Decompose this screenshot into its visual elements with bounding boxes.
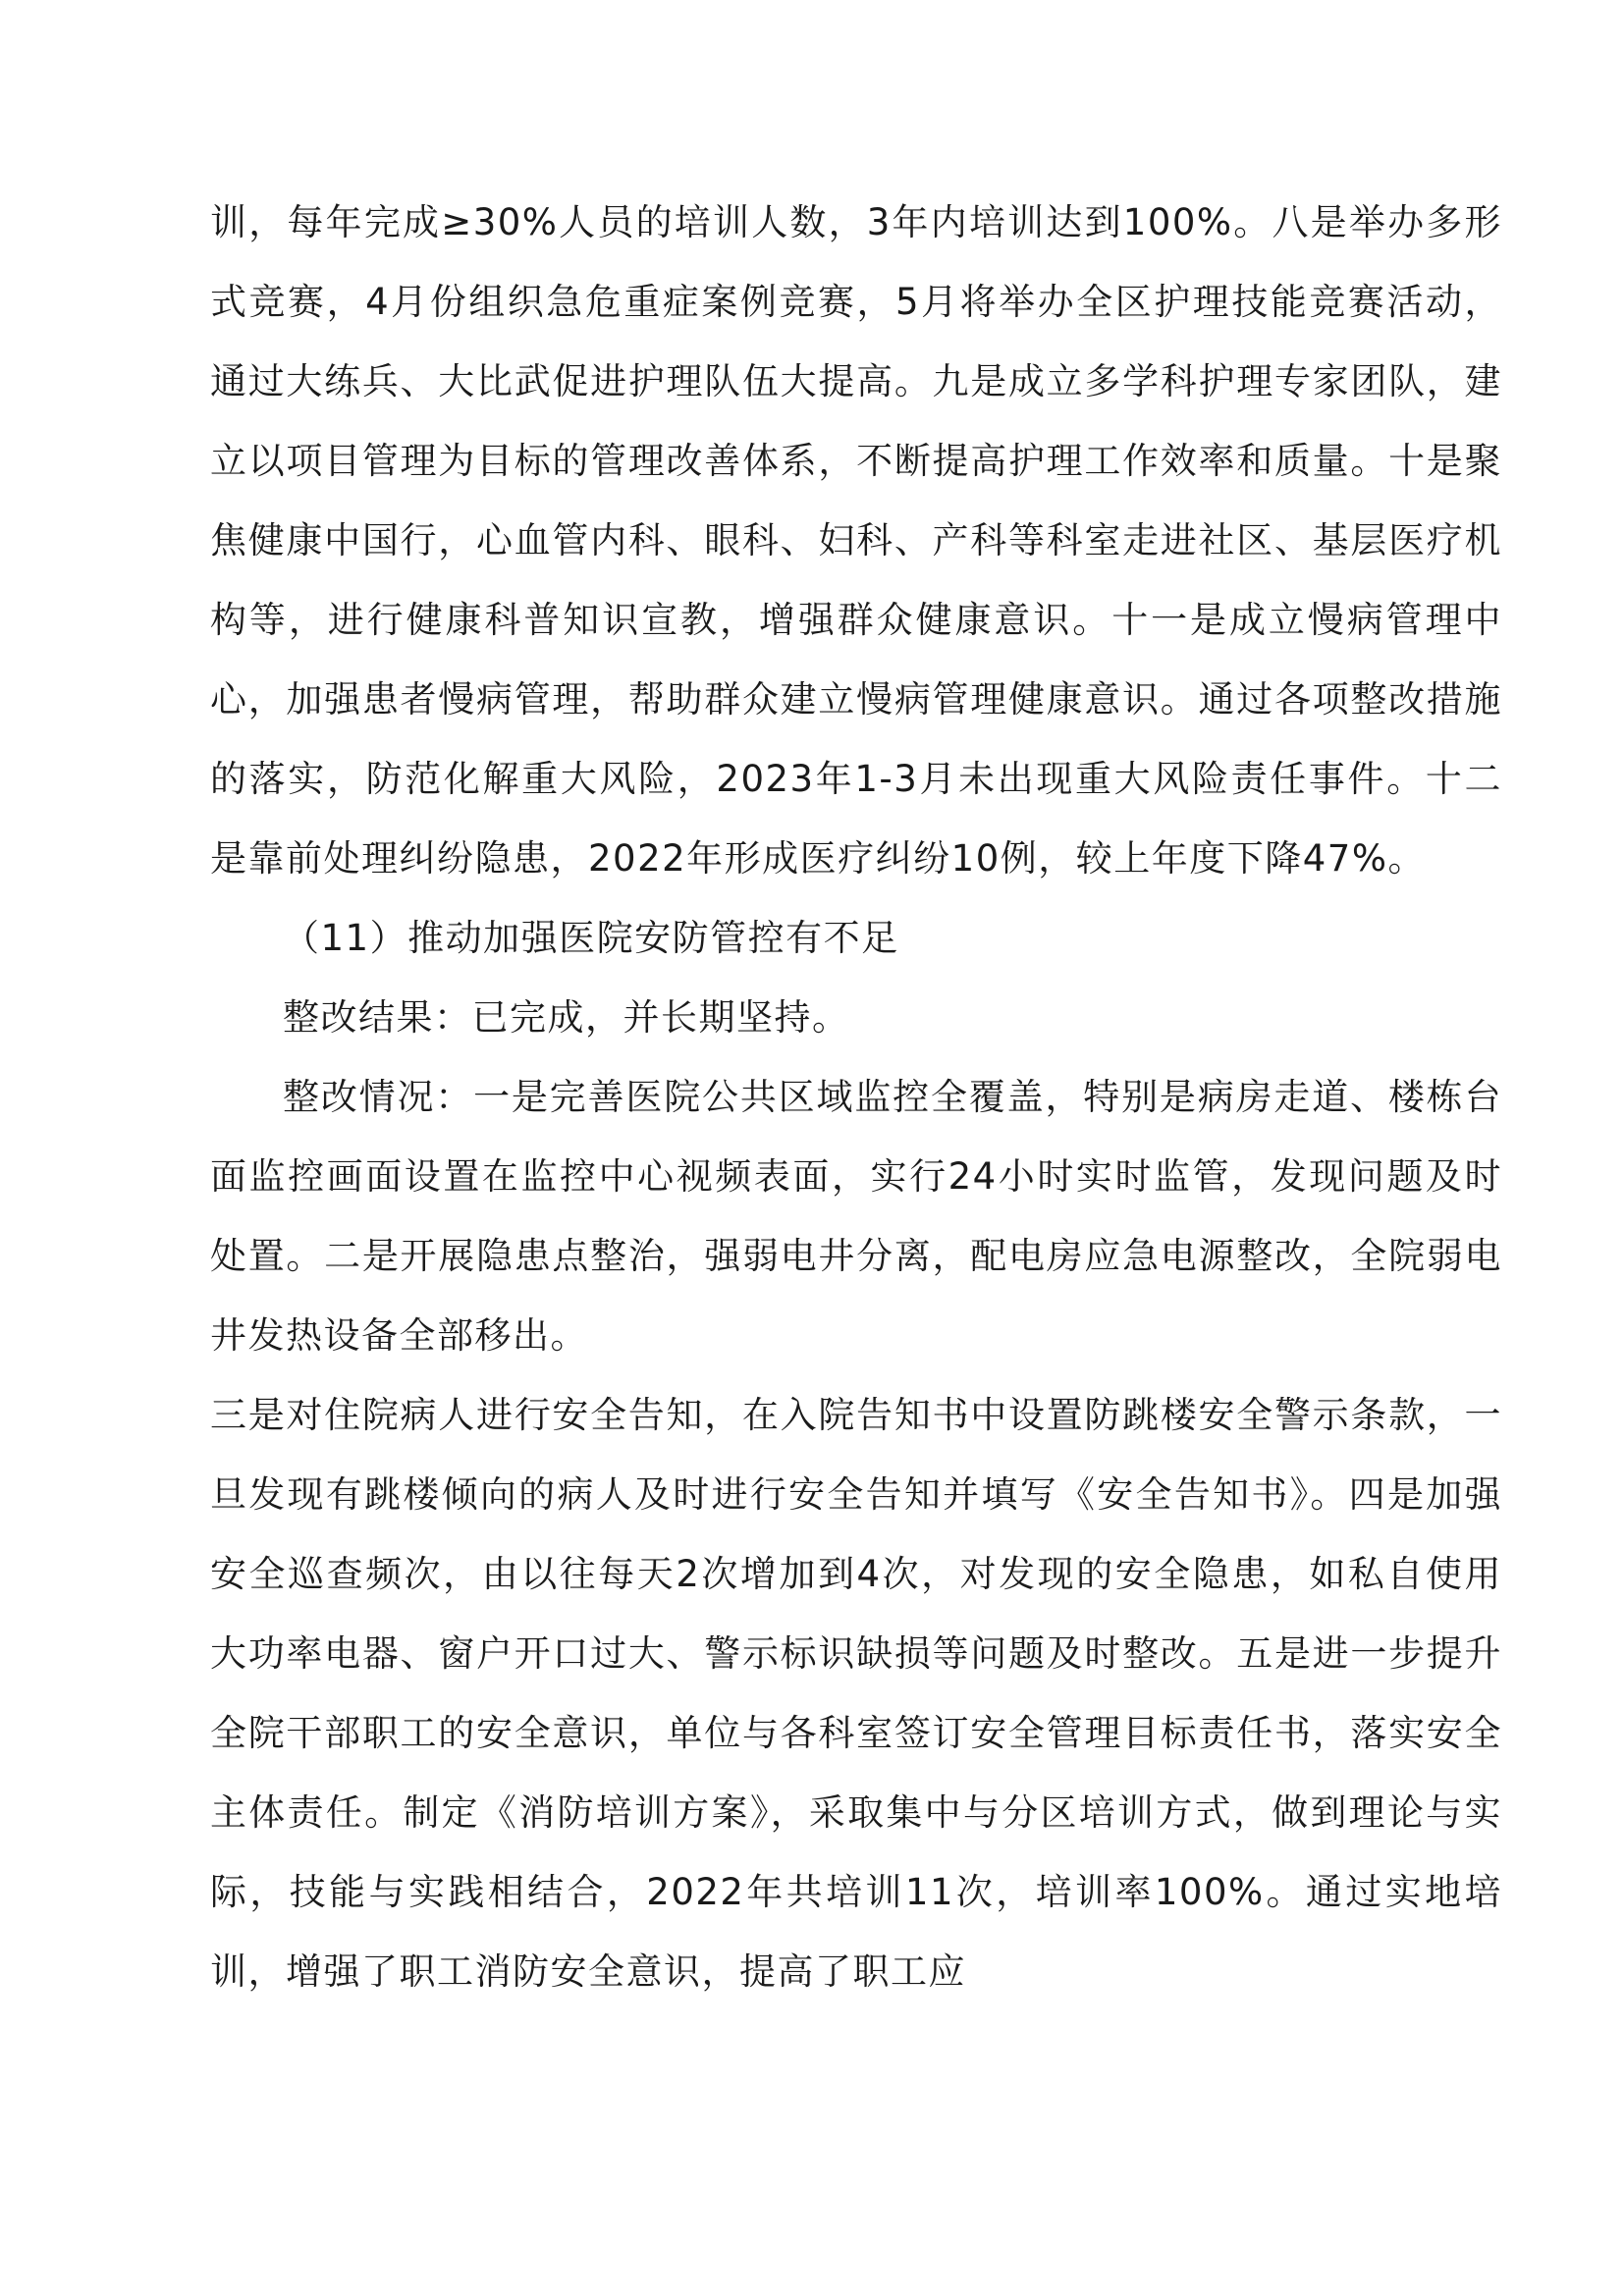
section-heading-security: （11）推动加强医院安防管控有不足 (283, 917, 899, 959)
paragraph-rectification-result: 整改结果：已完成，并长期坚持。 (283, 996, 850, 1039)
paragraph-safety-measures: 三是对住院病人进行安全告知，在入院告知书中设置防跳楼安全警示条款，一旦发现有跳楼倾向的病人及时进行安全告知并填写《安全告知书》。四是加强安全巡查频次，由以往每天2次增加到4次，对发现的安全隐患，如私自使用大功率电器、窗户开口过大、警示标识缺损等问题及时整改。五是进一步提升全院干部职工的安全意识，单位与各科室签订安全管理目标责任书，落实安全主体责任。制定《消防培训方案》，采取集中与分区培训方式，做到理论与实际，技能与实践相结合，2022年共培训11次，培训率100%。通过实地培训，增强了职工消防安全意识，提高了职工应 (210, 1394, 1502, 1993)
paragraph-risk-measures: 训，每年完成≥30%人员的培训人数，3年内培训达到100%。八是举办多形式竞赛，4月份组织急危重症案例竞赛，5月将举办全区护理技能竞赛活动，通过大练兵、大比武促进护理队伍大提高。九是成立多学科护理专家团队，建立以项目管理为目标的管理改善体系，不断提高护理工作效率和质量。十是聚焦健康中国行，心血管内科、眼科、妇科、产科等科室走进社区、基层医疗机构等，进行健康科普知识宣教，增强群众健康意识。十一是成立慢病管理中心，加强患者慢病管理，帮助群众建立慢病管理健康意识。通过各项整改措施的落实，防范化解重大风险，2023年1-3月未出现重大风险责任事件。十二是靠前处理纠纷隐患，2022年形成医疗纠纷10例，较上年度下降47%。 (210, 201, 1502, 880)
paragraph-rectification-status: 整改情况：一是完善医院公共区域监控全覆盖，特别是病房走道、楼栋台面监控画面设置在监控中心视频表面，实行24小时实时监管，发现问题及时处置。二是开展隐患点整治，强弱电井分离，配电房应急电源整改，全院弱电井发热设备全部移出。 (210, 1076, 1502, 1357)
document-body (210, 183, 1502, 2011)
